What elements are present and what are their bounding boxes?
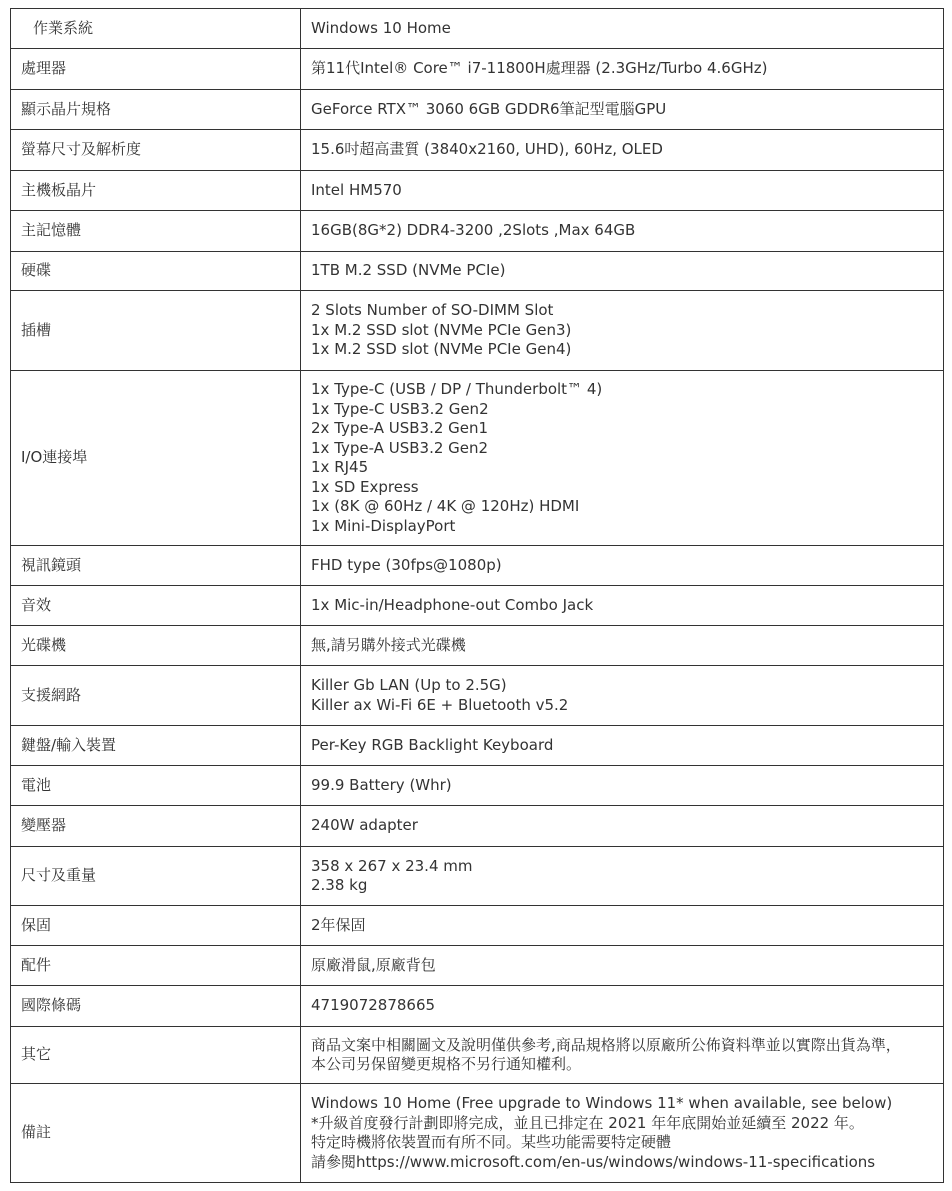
spec-value-line: Windows 10 Home <box>311 18 451 37</box>
spec-table <box>10 8 944 1183</box>
spec-value <box>301 986 944 1027</box>
spec-value-line: Windows 10 Home (Free upgrade to Windows 11* when available, see below) <box>311 1094 893 1112</box>
spec-value <box>301 90 944 130</box>
spec-value <box>301 291 944 371</box>
spec-value-line: GeForce RTX™ 3060 6GB GDDR6筆記型電腦GPU <box>311 99 667 118</box>
spec-label: 國際條碼 <box>11 986 301 1027</box>
spec-row-os <box>11 9 944 49</box>
spec-label: 顯示晶片規格 <box>11 90 301 130</box>
spec-value <box>301 666 944 726</box>
spec-row-storage <box>11 252 944 291</box>
spec-label: 鍵盤/輸入裝置 <box>11 726 301 766</box>
spec-value-line: 1x M.2 SSD slot (NVMe PCIe Gen3) <box>311 320 572 339</box>
spec-label: 音效 <box>11 586 301 626</box>
spec-value <box>301 211 944 252</box>
spec-label: 光碟機 <box>11 626 301 666</box>
spec-row-remarks <box>11 1084 944 1183</box>
spec-value-line: 1x RJ45 <box>311 458 369 476</box>
spec-row-chipset <box>11 171 944 211</box>
spec-value-line: 2年保固 <box>311 915 366 934</box>
spec-row-network <box>11 666 944 726</box>
spec-label: 作業系統 <box>11 9 301 49</box>
spec-value-line: 15.6吋超高畫質 (3840x2160, UHD), 60Hz, OLED <box>311 140 663 159</box>
spec-value <box>301 946 944 986</box>
spec-label: 尺寸及重量 <box>11 847 301 906</box>
spec-value-line: 1x Mini-DisplayPort <box>311 516 456 535</box>
spec-value-line: 請參閱https://www.microsoft.com/en-us/windows/windows-11-specifications <box>311 1152 876 1171</box>
spec-row-other <box>11 1027 944 1084</box>
spec-value <box>301 371 944 546</box>
spec-value-line: 無,請另購外接式光碟機 <box>311 635 466 654</box>
spec-row-adapter <box>11 806 944 847</box>
spec-row-barcode <box>11 986 944 1027</box>
spec-row-io-ports <box>11 371 944 546</box>
spec-value-line: 商品文案中相關圖文及說明僅供參考,商品規格將以原廠所公佈資料準並以實際出貨為準， <box>311 1035 901 1054</box>
spec-label: 配件 <box>11 946 301 986</box>
spec-row-dimensions <box>11 847 944 906</box>
spec-value-line: 1x Type-A USB3.2 Gen2 <box>311 438 489 457</box>
spec-row-display <box>11 130 944 171</box>
spec-value <box>301 847 944 906</box>
spec-label: 主機板晶片 <box>11 171 301 211</box>
spec-value <box>301 171 944 211</box>
spec-value <box>301 806 944 847</box>
spec-value-line: *升級首度發行計劃即將完成，並且已排定在 2021 年年底開始並延續至 2022 年。 <box>311 1113 864 1132</box>
spec-label: 處理器 <box>11 49 301 90</box>
spec-value-line: 1TB M.2 SSD (NVMe PCIe) <box>311 261 506 280</box>
spec-row-warranty <box>11 906 944 946</box>
spec-value-line: 4719072878665 <box>311 996 436 1015</box>
spec-value <box>301 9 944 49</box>
spec-row-battery <box>11 766 944 806</box>
spec-label: 插槽 <box>11 291 301 371</box>
spec-value-line: 1x M.2 SSD slot (NVMe PCIe Gen4) <box>311 340 572 359</box>
spec-value <box>301 766 944 806</box>
spec-value <box>301 130 944 171</box>
spec-label: I/O連接埠 <box>11 371 301 546</box>
spec-label: 保固 <box>11 906 301 946</box>
spec-row-cpu <box>11 49 944 90</box>
spec-value-line: Per-Key RGB Backlight Keyboard <box>311 735 554 754</box>
spec-value <box>301 49 944 90</box>
spec-value-line: 1x (8K @ 60Hz / 4K @ 120Hz) HDMI <box>311 497 580 515</box>
spec-value-line: 1x Type-C USB3.2 Gen2 <box>311 399 489 418</box>
spec-row-webcam <box>11 546 944 586</box>
spec-value-line: 1x SD Express <box>311 477 419 496</box>
spec-label: 主記憶體 <box>11 211 301 252</box>
spec-value-line: 1x Type-C (USB / DP / Thunderbolt™ 4) <box>311 380 603 398</box>
spec-value <box>301 726 944 766</box>
spec-value-line: 1x Mic-in/Headphone-out Combo Jack <box>311 595 594 614</box>
spec-value-line: 原廠滑鼠,原廠背包 <box>311 955 436 974</box>
spec-value-line: 16GB(8G*2) DDR4-3200 ,2Slots ,Max 64GB <box>311 221 636 240</box>
spec-label: 視訊鏡頭 <box>11 546 301 586</box>
spec-value-line: 358 x 267 x 23.4 mm <box>311 856 473 875</box>
spec-row-keyboard <box>11 726 944 766</box>
spec-label: 硬碟 <box>11 252 301 291</box>
spec-row-slots <box>11 291 944 371</box>
spec-row-gpu <box>11 90 944 130</box>
spec-value <box>301 1084 944 1183</box>
spec-row-memory <box>11 211 944 252</box>
spec-value-line: 2 Slots Number of SO-DIMM Slot <box>311 301 554 320</box>
spec-label: 電池 <box>11 766 301 806</box>
spec-row-optical-drive <box>11 626 944 666</box>
spec-label: 變壓器 <box>11 806 301 847</box>
spec-row-accessories <box>11 946 944 986</box>
spec-value-line: Killer Gb LAN (Up to 2.5G) <box>311 676 507 694</box>
spec-label: 螢幕尺寸及解析度 <box>11 130 301 171</box>
spec-value <box>301 906 944 946</box>
spec-value <box>301 586 944 626</box>
spec-value <box>301 546 944 586</box>
spec-value-line: 2x Type-A USB3.2 Gen1 <box>311 419 489 437</box>
spec-value-line: 240W adapter <box>311 816 418 835</box>
spec-value-line: FHD type (30fps@1080p) <box>311 555 502 574</box>
spec-value-line: 本公司另保留變更規格不另行通知權利。 <box>311 1055 582 1073</box>
spec-value-line: Killer ax Wi-Fi 6E + Bluetooth v5.2 <box>311 695 569 714</box>
spec-value-line: 第11代Intel® Core™ i7-11800H處理器 (2.3GHz/Turbo 4.6GHz) <box>311 59 768 78</box>
spec-value-line: 99.9 Battery (Whr) <box>311 775 452 794</box>
spec-value-line: 特定時機將依裝置而有所不同。某些功能需要特定硬體 <box>311 1133 672 1151</box>
spec-row-audio <box>11 586 944 626</box>
spec-value-line: 2.38 kg <box>311 876 368 894</box>
spec-value-line: Intel HM570 <box>311 180 402 199</box>
spec-value <box>301 626 944 666</box>
spec-label: 支援網路 <box>11 666 301 726</box>
spec-value <box>301 1027 944 1084</box>
spec-value <box>301 252 944 291</box>
spec-label: 備註 <box>11 1084 301 1183</box>
spec-label: 其它 <box>11 1027 301 1084</box>
